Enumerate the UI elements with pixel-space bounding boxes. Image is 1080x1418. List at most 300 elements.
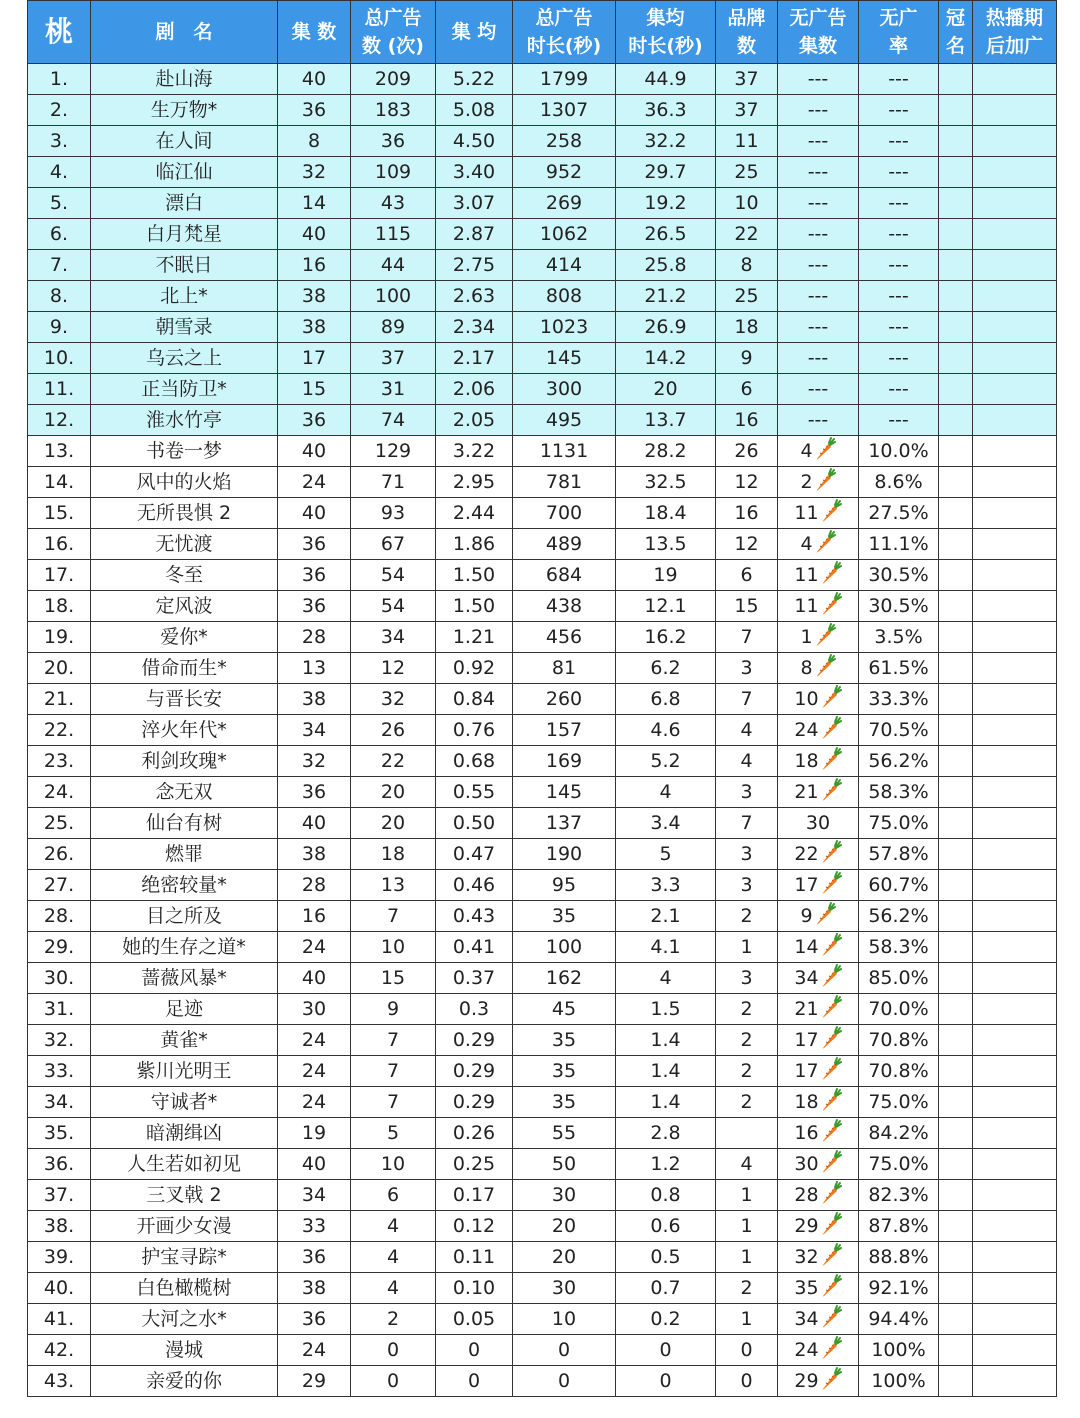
- cell-total-ads: 74: [351, 405, 436, 436]
- carrot-icon: [820, 995, 842, 1019]
- cell-total-ad-duration: 1023: [513, 312, 616, 343]
- cell-title: 与晋长安: [91, 684, 278, 715]
- cell-title-sponsor: [939, 157, 973, 188]
- table-row: [28, 963, 1057, 994]
- cell-avg-ad-duration: 12.1: [616, 591, 716, 622]
- cell-no-ad-episodes: [778, 591, 859, 622]
- cell-ads-per-episode: 1.50: [436, 591, 513, 622]
- cell-ads-per-episode: 1.86: [436, 529, 513, 560]
- table-body: [28, 64, 1057, 1397]
- cell-total-ad-duration: 95: [513, 870, 616, 901]
- cell-total-ad-duration: 100: [513, 932, 616, 963]
- table-row: [28, 746, 1057, 777]
- cell-rank: 14.: [28, 467, 91, 498]
- cell-episodes: 24: [278, 932, 351, 963]
- cell-post-airing-ads: [973, 994, 1057, 1025]
- cell-no-ad-rate: 84.2%: [859, 1118, 939, 1149]
- cell-no-ad-episodes: [778, 1242, 859, 1273]
- cell-brand-count: 10: [716, 188, 778, 219]
- cell-total-ad-duration: 55: [513, 1118, 616, 1149]
- cell-no-ad-episodes: [778, 1180, 859, 1211]
- cell-rank: 35.: [28, 1118, 91, 1149]
- cell-rank: 41.: [28, 1304, 91, 1335]
- cell-no-ad-rate: ---: [859, 281, 939, 312]
- cell-brand-count: 4: [716, 746, 778, 777]
- carrot-icon: [820, 1150, 842, 1174]
- cell-total-ad-duration: 269: [513, 188, 616, 219]
- cell-rank: 9.: [28, 312, 91, 343]
- cell-rank: 18.: [28, 591, 91, 622]
- carrot-icon: [820, 933, 842, 957]
- cell-episodes: 13: [278, 653, 351, 684]
- cell-brand-count: 6: [716, 374, 778, 405]
- cell-post-airing-ads: [973, 436, 1057, 467]
- header-title: 剧 名: [91, 1, 278, 64]
- cell-title-sponsor: [939, 901, 973, 932]
- cell-brand-count: 22: [716, 219, 778, 250]
- cell-avg-ad-duration: 1.4: [616, 1087, 716, 1118]
- cell-title-sponsor: [939, 1273, 973, 1304]
- no-ad-count: 14: [794, 936, 819, 958]
- table-row: [28, 405, 1057, 436]
- cell-rank: 12.: [28, 405, 91, 436]
- cell-ads-per-episode: 2.17: [436, 343, 513, 374]
- cell-total-ad-duration: 169: [513, 746, 616, 777]
- cell-post-airing-ads: [973, 95, 1057, 126]
- table-row: [28, 870, 1057, 901]
- cell-episodes: 24: [278, 1056, 351, 1087]
- cell-total-ad-duration: 456: [513, 622, 616, 653]
- cell-no-ad-episodes: ---: [778, 157, 859, 188]
- cell-no-ad-episodes: ---: [778, 250, 859, 281]
- cell-rank: 6.: [28, 219, 91, 250]
- cell-title-sponsor: [939, 374, 973, 405]
- carrot-icon: [814, 623, 836, 647]
- cell-post-airing-ads: [973, 1056, 1057, 1087]
- cell-no-ad-rate: ---: [859, 64, 939, 95]
- cell-title: 守诚者*: [91, 1087, 278, 1118]
- cell-no-ad-episodes: [778, 932, 859, 963]
- cell-title-sponsor: [939, 467, 973, 498]
- cell-rank: 2.: [28, 95, 91, 126]
- cell-total-ad-duration: 20: [513, 1242, 616, 1273]
- cell-ads-per-episode: 0.29: [436, 1087, 513, 1118]
- cell-total-ad-duration: 495: [513, 405, 616, 436]
- cell-avg-ad-duration: 4.6: [616, 715, 716, 746]
- table-row: [28, 932, 1057, 963]
- cell-title: 三叉戟 2: [91, 1180, 278, 1211]
- cell-post-airing-ads: [973, 1118, 1057, 1149]
- cell-episodes: 29: [278, 1366, 351, 1397]
- table-row: [28, 436, 1057, 467]
- cell-episodes: 30: [278, 994, 351, 1025]
- cell-avg-ad-duration: 1.2: [616, 1149, 716, 1180]
- cell-rank: 30.: [28, 963, 91, 994]
- cell-title: 燃罪: [91, 839, 278, 870]
- cell-post-airing-ads: [973, 591, 1057, 622]
- carrot-icon: [820, 964, 842, 988]
- cell-rank: 23.: [28, 746, 91, 777]
- cell-rank: 11.: [28, 374, 91, 405]
- cell-total-ads: 26: [351, 715, 436, 746]
- cell-rank: 7.: [28, 250, 91, 281]
- table-row: [28, 622, 1057, 653]
- cell-avg-ad-duration: 3.4: [616, 808, 716, 839]
- cell-ads-per-episode: 2.06: [436, 374, 513, 405]
- cell-ads-per-episode: 0.50: [436, 808, 513, 839]
- cell-avg-ad-duration: 0.8: [616, 1180, 716, 1211]
- carrot-icon: [820, 1026, 842, 1050]
- no-ad-count: 18: [794, 750, 819, 772]
- cell-ads-per-episode: 3.40: [436, 157, 513, 188]
- cell-title: 赴山海: [91, 64, 278, 95]
- cell-total-ads: 31: [351, 374, 436, 405]
- carrot-icon: [820, 778, 842, 802]
- cell-title: 临江仙: [91, 157, 278, 188]
- table-row: [28, 1056, 1057, 1087]
- carrot-icon: [820, 871, 842, 895]
- table-row: [28, 188, 1057, 219]
- cell-total-ads: 6: [351, 1180, 436, 1211]
- no-ad-count: 1: [800, 626, 813, 648]
- cell-total-ad-duration: 45: [513, 994, 616, 1025]
- cell-total-ads: 9: [351, 994, 436, 1025]
- cell-no-ad-rate: 8.6%: [859, 467, 939, 498]
- cell-rank: 20.: [28, 653, 91, 684]
- cell-rank: 1.: [28, 64, 91, 95]
- cell-post-airing-ads: [973, 250, 1057, 281]
- cell-brand-count: 16: [716, 498, 778, 529]
- cell-total-ad-duration: 10: [513, 1304, 616, 1335]
- cell-title-sponsor: [939, 560, 973, 591]
- cell-no-ad-rate: 60.7%: [859, 870, 939, 901]
- table-row: [28, 1242, 1057, 1273]
- cell-total-ads: 93: [351, 498, 436, 529]
- cell-rank: 13.: [28, 436, 91, 467]
- cell-ads-per-episode: 0.29: [436, 1025, 513, 1056]
- header-row: [28, 1, 1057, 64]
- cell-no-ad-episodes: [778, 1366, 859, 1397]
- cell-avg-ad-duration: 32.5: [616, 467, 716, 498]
- cell-no-ad-rate: ---: [859, 343, 939, 374]
- cell-ads-per-episode: 0.11: [436, 1242, 513, 1273]
- cell-brand-count: 11: [716, 126, 778, 157]
- no-ad-count: 8: [800, 657, 813, 679]
- cell-no-ad-episodes: [778, 870, 859, 901]
- cell-brand-count: 4: [716, 1149, 778, 1180]
- cell-brand-count: 7: [716, 622, 778, 653]
- cell-total-ad-duration: 808: [513, 281, 616, 312]
- cell-title: 开画少女漫: [91, 1211, 278, 1242]
- header-no-ad-episodes: 无广告 集数: [778, 1, 859, 64]
- cell-rank: 42.: [28, 1335, 91, 1366]
- cell-post-airing-ads: [973, 498, 1057, 529]
- cell-title: 黄雀*: [91, 1025, 278, 1056]
- cell-total-ad-duration: 35: [513, 1087, 616, 1118]
- cell-no-ad-episodes: ---: [778, 374, 859, 405]
- cell-ads-per-episode: 0: [436, 1366, 513, 1397]
- cell-title-sponsor: [939, 777, 973, 808]
- cell-total-ads: 4: [351, 1273, 436, 1304]
- cell-no-ad-rate: 30.5%: [859, 560, 939, 591]
- carrot-icon: [820, 685, 842, 709]
- no-ad-count: 18: [794, 1091, 819, 1113]
- cell-post-airing-ads: [973, 188, 1057, 219]
- cell-total-ad-duration: 258: [513, 126, 616, 157]
- cell-title: 乌云之上: [91, 343, 278, 374]
- cell-title: 无忧渡: [91, 529, 278, 560]
- cell-no-ad-rate: ---: [859, 126, 939, 157]
- cell-no-ad-rate: 100%: [859, 1366, 939, 1397]
- cell-title-sponsor: [939, 219, 973, 250]
- cell-episodes: 24: [278, 1335, 351, 1366]
- cell-no-ad-rate: ---: [859, 157, 939, 188]
- cell-title: 淮水竹亭: [91, 405, 278, 436]
- cell-post-airing-ads: [973, 870, 1057, 901]
- cell-ads-per-episode: 5.08: [436, 95, 513, 126]
- cell-brand-count: 25: [716, 157, 778, 188]
- cell-brand-count: 2: [716, 1056, 778, 1087]
- cell-episodes: 40: [278, 498, 351, 529]
- cell-ads-per-episode: 0.37: [436, 963, 513, 994]
- cell-total-ads: 22: [351, 746, 436, 777]
- cell-post-airing-ads: [973, 777, 1057, 808]
- cell-total-ad-duration: 300: [513, 374, 616, 405]
- cell-title: 白月梵星: [91, 219, 278, 250]
- cell-title-sponsor: [939, 1211, 973, 1242]
- cell-ads-per-episode: 0.84: [436, 684, 513, 715]
- cell-ads-per-episode: 0.46: [436, 870, 513, 901]
- cell-avg-ad-duration: 26.9: [616, 312, 716, 343]
- table-row: [28, 157, 1057, 188]
- cell-total-ad-duration: 162: [513, 963, 616, 994]
- cell-avg-ad-duration: 3.3: [616, 870, 716, 901]
- cell-no-ad-episodes: [778, 1056, 859, 1087]
- cell-avg-ad-duration: 32.2: [616, 126, 716, 157]
- cell-ads-per-episode: 0.26: [436, 1118, 513, 1149]
- cell-episodes: 36: [278, 95, 351, 126]
- cell-ads-per-episode: 0.92: [436, 653, 513, 684]
- cell-episodes: 24: [278, 1087, 351, 1118]
- cell-post-airing-ads: [973, 1366, 1057, 1397]
- carrot-icon: [820, 1212, 842, 1236]
- cell-ads-per-episode: 2.75: [436, 250, 513, 281]
- cell-episodes: 34: [278, 1180, 351, 1211]
- cell-ads-per-episode: 0.25: [436, 1149, 513, 1180]
- cell-title: 漂白: [91, 188, 278, 219]
- table-row: [28, 1273, 1057, 1304]
- carrot-icon: [820, 499, 842, 523]
- cell-total-ads: 7: [351, 901, 436, 932]
- table-row: [28, 777, 1057, 808]
- cell-no-ad-rate: 58.3%: [859, 932, 939, 963]
- cell-brand-count: 1: [716, 1242, 778, 1273]
- cell-episodes: 24: [278, 1025, 351, 1056]
- cell-title-sponsor: [939, 591, 973, 622]
- no-ad-count: 17: [794, 1029, 819, 1051]
- no-ad-count: 35: [794, 1277, 819, 1299]
- cell-no-ad-rate: 56.2%: [859, 746, 939, 777]
- cell-rank: 43.: [28, 1366, 91, 1397]
- cell-rank: 31.: [28, 994, 91, 1025]
- cell-episodes: 32: [278, 157, 351, 188]
- cell-total-ads: 37: [351, 343, 436, 374]
- cell-title: 朝雪录: [91, 312, 278, 343]
- cell-post-airing-ads: [973, 653, 1057, 684]
- cell-no-ad-episodes: [778, 1304, 859, 1335]
- cell-ads-per-episode: 2.87: [436, 219, 513, 250]
- cell-episodes: 36: [278, 591, 351, 622]
- table-row: [28, 1025, 1057, 1056]
- cell-rank: 5.: [28, 188, 91, 219]
- cell-post-airing-ads: [973, 374, 1057, 405]
- cell-total-ads: 100: [351, 281, 436, 312]
- cell-title: 仙台有树: [91, 808, 278, 839]
- table-row: [28, 994, 1057, 1025]
- cell-no-ad-rate: ---: [859, 219, 939, 250]
- cell-rank: 15.: [28, 498, 91, 529]
- cell-post-airing-ads: [973, 560, 1057, 591]
- cell-brand-count: 12: [716, 529, 778, 560]
- cell-title: 淬火年代*: [91, 715, 278, 746]
- no-ad-count: 34: [794, 1308, 819, 1330]
- cell-total-ads: 18: [351, 839, 436, 870]
- cell-no-ad-episodes: [778, 746, 859, 777]
- cell-title: 在人间: [91, 126, 278, 157]
- cell-no-ad-episodes: [778, 777, 859, 808]
- cell-no-ad-rate: 70.8%: [859, 1056, 939, 1087]
- cell-brand-count: 2: [716, 901, 778, 932]
- cell-brand-count: 2: [716, 1273, 778, 1304]
- cell-post-airing-ads: [973, 808, 1057, 839]
- cell-title-sponsor: [939, 684, 973, 715]
- cell-ads-per-episode: 0.29: [436, 1056, 513, 1087]
- cell-ads-per-episode: 0.47: [436, 839, 513, 870]
- cell-no-ad-episodes: [778, 1335, 859, 1366]
- cell-no-ad-episodes: ---: [778, 188, 859, 219]
- cell-total-ads: 4: [351, 1211, 436, 1242]
- header-total-ad-duration: 总广告 时长(秒): [513, 1, 616, 64]
- cell-total-ad-duration: 0: [513, 1366, 616, 1397]
- cell-total-ad-duration: 414: [513, 250, 616, 281]
- cell-episodes: 38: [278, 312, 351, 343]
- cell-total-ad-duration: 260: [513, 684, 616, 715]
- cell-no-ad-episodes: ---: [778, 343, 859, 374]
- cell-title-sponsor: [939, 529, 973, 560]
- cell-episodes: 17: [278, 343, 351, 374]
- cell-brand-count: 16: [716, 405, 778, 436]
- cell-avg-ad-duration: 14.2: [616, 343, 716, 374]
- cell-no-ad-episodes: ---: [778, 219, 859, 250]
- cell-no-ad-episodes: [778, 963, 859, 994]
- cell-brand-count: 37: [716, 64, 778, 95]
- table-row: [28, 684, 1057, 715]
- cell-post-airing-ads: [973, 1149, 1057, 1180]
- cell-no-ad-rate: ---: [859, 374, 939, 405]
- cell-brand-count: 7: [716, 808, 778, 839]
- cell-episodes: 40: [278, 963, 351, 994]
- cell-total-ads: 10: [351, 1149, 436, 1180]
- cell-avg-ad-duration: 1.4: [616, 1056, 716, 1087]
- cell-title: 无所畏惧 2: [91, 498, 278, 529]
- cell-total-ad-duration: 137: [513, 808, 616, 839]
- cell-total-ad-duration: 1307: [513, 95, 616, 126]
- cell-title-sponsor: [939, 1180, 973, 1211]
- cell-no-ad-episodes: [778, 994, 859, 1025]
- cell-post-airing-ads: [973, 1273, 1057, 1304]
- cell-title: 冬至: [91, 560, 278, 591]
- cell-total-ads: 4: [351, 1242, 436, 1273]
- header-rank: 桃: [28, 1, 91, 64]
- no-ad-count: 17: [794, 1060, 819, 1082]
- cell-brand-count: 1: [716, 1180, 778, 1211]
- cell-no-ad-rate: 100%: [859, 1335, 939, 1366]
- table-row: [28, 281, 1057, 312]
- cell-rank: 25.: [28, 808, 91, 839]
- cell-avg-ad-duration: 6.8: [616, 684, 716, 715]
- cell-title-sponsor: [939, 746, 973, 777]
- cell-no-ad-rate: 92.1%: [859, 1273, 939, 1304]
- cell-total-ads: 54: [351, 560, 436, 591]
- cell-no-ad-rate: 10.0%: [859, 436, 939, 467]
- cell-brand-count: 3: [716, 839, 778, 870]
- cell-total-ad-duration: 190: [513, 839, 616, 870]
- cell-title-sponsor: [939, 1366, 973, 1397]
- cell-title-sponsor: [939, 95, 973, 126]
- cell-rank: 4.: [28, 157, 91, 188]
- cell-ads-per-episode: 0.3: [436, 994, 513, 1025]
- cell-no-ad-rate: 61.5%: [859, 653, 939, 684]
- cell-title: 借命而生*: [91, 653, 278, 684]
- cell-episodes: 34: [278, 715, 351, 746]
- cell-episodes: 24: [278, 467, 351, 498]
- cell-rank: 21.: [28, 684, 91, 715]
- cell-avg-ad-duration: 44.9: [616, 64, 716, 95]
- table-row: [28, 560, 1057, 591]
- table-row: [28, 250, 1057, 281]
- cell-post-airing-ads: [973, 1087, 1057, 1118]
- cell-episodes: 36: [278, 777, 351, 808]
- cell-episodes: 36: [278, 405, 351, 436]
- cell-avg-ad-duration: 25.8: [616, 250, 716, 281]
- cell-brand-count: 4: [716, 715, 778, 746]
- cell-total-ads: 2: [351, 1304, 436, 1335]
- cell-ads-per-episode: 1.50: [436, 560, 513, 591]
- cell-avg-ad-duration: 4: [616, 777, 716, 808]
- carrot-icon: [820, 716, 842, 740]
- cell-brand-count: 0: [716, 1366, 778, 1397]
- cell-no-ad-rate: ---: [859, 405, 939, 436]
- cell-title: 白色橄榄树: [91, 1273, 278, 1304]
- cell-total-ad-duration: 35: [513, 1025, 616, 1056]
- no-ad-count: 11: [794, 595, 819, 617]
- cell-title: 书卷一梦: [91, 436, 278, 467]
- carrot-icon: [820, 840, 842, 864]
- cell-brand-count: 8: [716, 250, 778, 281]
- cell-ads-per-episode: 5.22: [436, 64, 513, 95]
- cell-total-ads: 10: [351, 932, 436, 963]
- cell-total-ad-duration: 438: [513, 591, 616, 622]
- cell-total-ads: 20: [351, 777, 436, 808]
- cell-episodes: 40: [278, 436, 351, 467]
- cell-post-airing-ads: [973, 126, 1057, 157]
- cell-episodes: 16: [278, 250, 351, 281]
- cell-no-ad-episodes: [778, 1087, 859, 1118]
- carrot-icon: [814, 654, 836, 678]
- cell-rank: 22.: [28, 715, 91, 746]
- cell-total-ad-duration: 145: [513, 343, 616, 374]
- cell-episodes: 36: [278, 529, 351, 560]
